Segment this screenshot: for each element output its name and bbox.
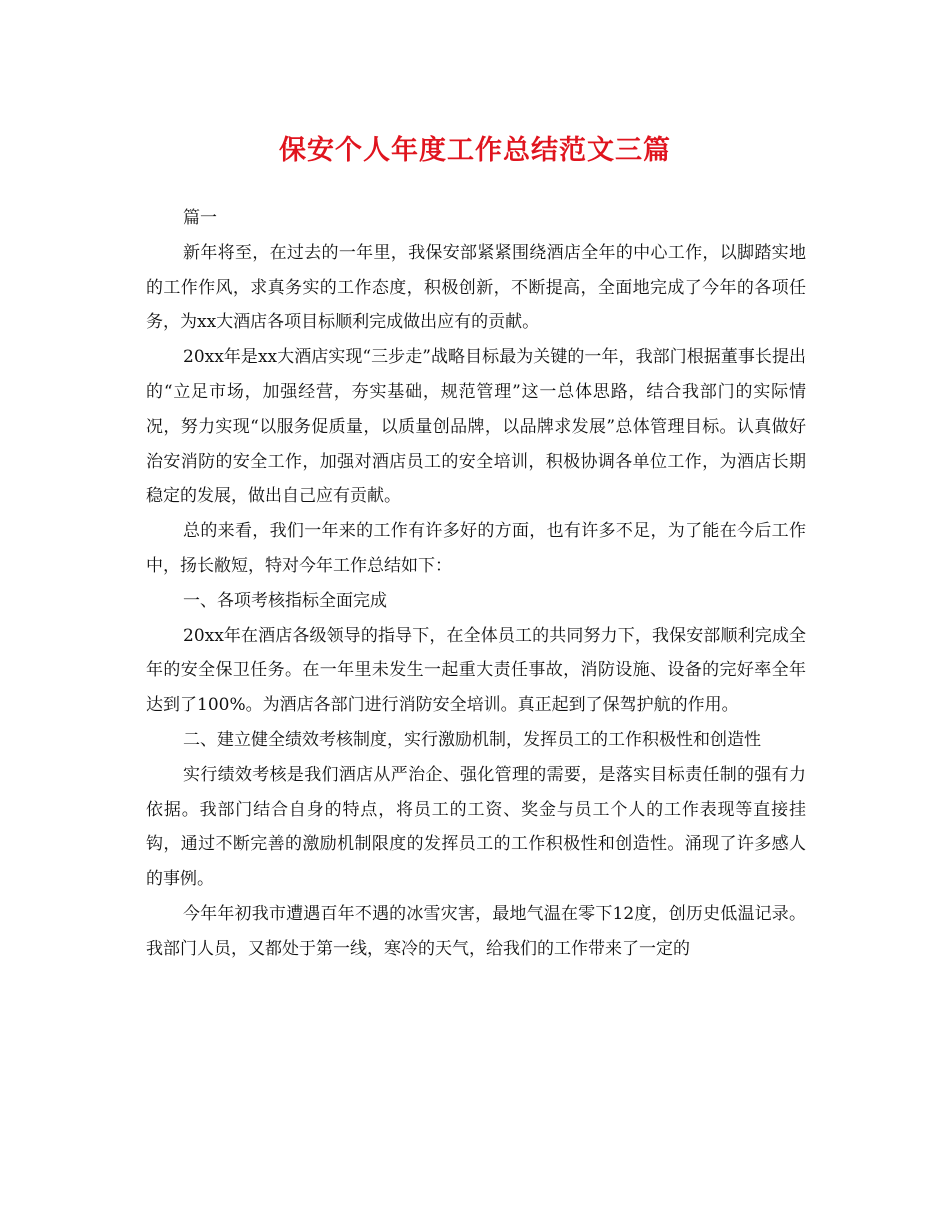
section-heading: 一、各项考核指标全面完成 (183, 590, 387, 611)
paragraph: 今年年初我市遭遇百年不遇的冰雪灾害，最地气温在零下12度，创历史低温记录。我部门人员，又都处于第一线，寒冷的天气，给我们的工作带来了一定的 (146, 903, 806, 959)
section-heading: 二、建立健全绩效考核制度，实行激励机制，发挥员工的工作积极性和创造性 (183, 729, 761, 750)
section-label: 篇一 (183, 208, 217, 228)
paragraph: 20xx年在酒店各级领导的指导下，在全体员工的共同努力下，我保安部顺利完成全年的安全保卫任务。在一年里未发生一起重大责任事故，消防设施、设备的完好率全年达到了100%。为酒店各部门进行消防安全培训。真正起到了保驾护航的作用。 (146, 625, 806, 716)
paragraph: 总的来看，我们一年来的工作有许多好的方面，也有许多不足，为了能在今后工作中，扬长敝短，特对今年工作总结如下： (146, 521, 806, 576)
document-title: 保安个人年度工作总结范文三篇 (279, 135, 671, 166)
paragraph: 新年将至，在过去的一年里，我保安部紧紧围绕酒店全年的中心工作，以脚踏实地的工作作风，求真务实的工作态度，积极创新，不断提高，全面地完成了今年的各项任务，为xx大酒店各项目标顺利完成做出应有的贡献。 (146, 242, 806, 333)
document-body (146, 201, 806, 967)
paragraph: 实行绩效考核是我们酒店从严治企、强化管理的需要，是落实目标责任制的强有力依据。我部门结合自身的特点，将员工的工资、奖金与员工个人的工作表现等直接挂钩，通过不断完善的激励机制限度的发挥员工的工作积极性和创造性。涌现了许多感人的事例。 (146, 764, 806, 890)
paragraph: 20xx年是xx大酒店实现“三步走”战略目标最为关键的一年，我部门根据董事长提出的“立足市场，加强经营，夯实基础，规范管理”这一总体思路，结合我部门的实际情况，努力实现“以服务促质量，以质量创品牌，以品牌求发展”总体管理目标。认真做好治安消防的安全工作，加强对酒店员工的安全培训，积极协调各单位工作，为酒店长期稳定的发展，做出自己应有贡献。 (146, 347, 806, 507)
